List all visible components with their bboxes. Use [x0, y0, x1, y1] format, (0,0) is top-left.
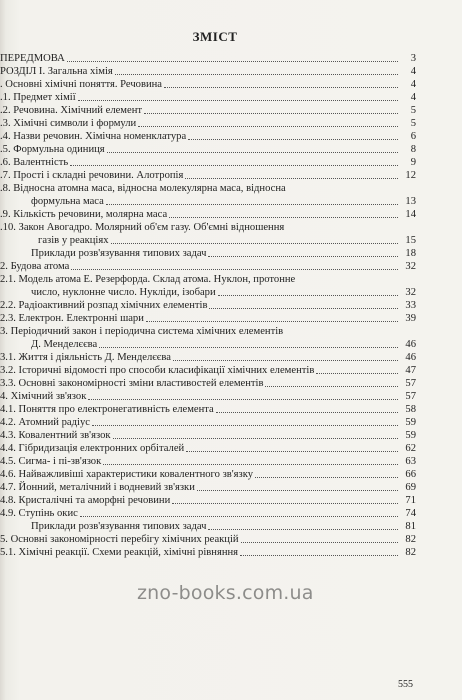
toc-leader-dots — [169, 216, 398, 218]
toc-entry-page: 59 — [405, 430, 416, 441]
toc-leader-dots — [70, 164, 398, 166]
toc-entry-title: 4.8. Кристалічні та аморфні речовини — [0, 495, 171, 506]
toc-entry-title: .4. Назви речовин. Хімічна номенклатура — [0, 131, 187, 142]
toc-entry-page: 57 — [405, 391, 416, 402]
toc-entry — [0, 377, 416, 390]
toc-entry — [0, 312, 416, 325]
toc-entry — [0, 104, 416, 117]
toc-entry-title: 2. Будова атома — [0, 261, 70, 272]
toc-leader-dots — [255, 476, 398, 478]
toc-entry — [0, 78, 416, 91]
toc-entry — [0, 507, 416, 520]
toc-entry-title: 4.1. Поняття про електронегативність елемента — [0, 404, 214, 415]
toc-entry-title: 4.3. Ковалентний зв'язок — [0, 430, 111, 441]
toc-entry-title: газів у реакціях — [38, 235, 109, 246]
toc-entry-page: 8 — [410, 144, 416, 155]
toc-entry — [0, 520, 416, 533]
toc-entry-title: .2. Речовина. Хімічний елемент — [0, 105, 143, 116]
toc-leader-dots — [106, 203, 398, 205]
toc-entry-page: 18 — [405, 248, 416, 259]
toc-entry-title: Приклади розв'язування типових задач — [31, 248, 207, 259]
toc-entry-title: 3.3. Основні закономірності зміни властивостей елементів — [0, 378, 264, 389]
toc-leader-dots — [197, 489, 398, 491]
toc-entry — [0, 234, 416, 247]
toc-entry-page: 3 — [410, 53, 416, 64]
toc-entry-page: 39 — [405, 313, 416, 324]
toc-entry-title: 4.5. Сигма- і пі-зв'язок — [0, 456, 102, 467]
toc-entry-page: 82 — [405, 547, 416, 558]
toc-entry-page: 5 — [410, 105, 416, 116]
page-number: 555 — [398, 679, 413, 690]
toc-entry — [0, 325, 416, 338]
toc-entry-title: 4.4. Гібридизація електронних орбіталей — [0, 443, 185, 454]
toc-leader-dots — [240, 554, 398, 556]
toc-entry-title: 4.9. Ступінь окис — [0, 508, 78, 519]
toc-leader-dots — [316, 372, 398, 374]
toc-entry-page: 66 — [405, 469, 416, 480]
toc-leader-dots — [138, 125, 398, 127]
toc-leader-dots — [216, 411, 398, 413]
toc-entry-title: . Основні хімічні поняття. Речовина — [0, 79, 163, 90]
toc-entry-title: 4. Хімічний зв'язок — [0, 391, 87, 402]
toc-entry-page: 58 — [405, 404, 416, 415]
toc-entry-title: 3. Періодичний закон і періодична система хімічних елементів — [0, 326, 284, 337]
toc-entry — [0, 403, 416, 416]
toc-entry — [0, 130, 416, 143]
toc-leader-dots — [67, 60, 398, 62]
toc-entry — [0, 91, 416, 104]
toc-leader-dots — [78, 99, 398, 101]
toc-leader-dots — [173, 359, 398, 361]
toc-entry — [0, 247, 416, 260]
toc-entry-title: число, нуклонне число. Нукліди, ізобари — [31, 287, 216, 298]
toc-entry-title: .5. Формульна одиниця — [0, 144, 105, 155]
toc-entry-title: .9. Кількість речовини, молярна маса — [0, 209, 168, 220]
toc-entry — [0, 429, 416, 442]
toc-entry-title: .7. Прості і складні речовини. Алотропія — [0, 170, 184, 181]
toc-entry-title: формульна маса — [31, 196, 104, 207]
toc-leader-dots — [111, 242, 398, 244]
toc-entry — [0, 208, 416, 221]
toc-leader-dots — [115, 73, 398, 75]
toc-entry-title: 3.2. Історичні відомості про способи класифікації хімічних елементів — [0, 365, 315, 376]
toc-entry-page: 9 — [410, 157, 416, 168]
toc-leader-dots — [265, 385, 398, 387]
toc-entry — [0, 286, 416, 299]
toc-leader-dots — [164, 86, 398, 88]
toc-leader-dots — [107, 151, 398, 153]
toc-entry-page: 6 — [410, 131, 416, 142]
toc-leader-dots — [71, 268, 398, 270]
toc-entry — [0, 273, 416, 286]
toc-leader-dots — [92, 424, 398, 426]
toc-entry-page: 13 — [405, 196, 416, 207]
toc-entry-title: .10. Закон Авогадро. Молярний об'єм газу. Об'ємні відношення — [0, 222, 285, 233]
toc-entry-title: ПЕРЕДМОВА — [0, 53, 65, 64]
toc-entry — [0, 52, 416, 65]
toc-entry — [0, 533, 416, 546]
toc-leader-dots — [209, 307, 398, 309]
toc-entry-page: 81 — [405, 521, 416, 532]
toc-entry-title: 5. Основні закономірності перебігу хімічних реакцій — [0, 534, 239, 545]
toc-entry-title: 2.3. Електрон. Електронні шари — [0, 313, 144, 324]
toc-entry — [0, 182, 416, 195]
toc-leader-dots — [144, 112, 398, 114]
toc-entry — [0, 221, 416, 234]
toc-entry-page: 47 — [405, 365, 416, 376]
toc-entry — [0, 364, 416, 377]
toc-leader-dots — [113, 437, 398, 439]
toc-leader-dots — [99, 346, 398, 348]
toc-entry-page: 74 — [405, 508, 416, 519]
toc-entry-title: Приклади розв'язування типових задач — [31, 521, 207, 532]
toc-leader-dots — [103, 463, 398, 465]
toc-entry-page: 46 — [405, 339, 416, 350]
toc-entry — [0, 260, 416, 273]
toc-entry-page: 63 — [405, 456, 416, 467]
toc-entry-page: 71 — [405, 495, 416, 506]
toc-entry — [0, 117, 416, 130]
watermark-text: zno-books.com.ua — [137, 582, 314, 604]
toc-entry-page: 12 — [405, 170, 416, 181]
toc-entry-page: 32 — [405, 261, 416, 272]
toc-entry-title: .1. Предмет хімії — [0, 92, 76, 103]
toc-leader-dots — [80, 515, 398, 517]
toc-entry-page: 59 — [405, 417, 416, 428]
toc-entry-page: 33 — [405, 300, 416, 311]
toc-entry-page: 82 — [405, 534, 416, 545]
toc-entry-title: 2.1. Модель атома Е. Резерфорда. Склад атома. Нуклон, протонне — [0, 274, 296, 285]
toc-entry — [0, 390, 416, 403]
toc-entry-page: 46 — [405, 352, 416, 363]
toc-entry-title: 4.2. Атомний радіус — [0, 417, 90, 428]
toc-entry-page: 32 — [405, 287, 416, 298]
toc-entry-title: .8. Відносна атомна маса, відносна молекулярна маса, відносна — [0, 183, 286, 194]
toc-entry-title: 5.1. Хімічні реакції. Схеми реакцій, хімічні рівняння — [0, 547, 239, 558]
toc-entry — [0, 195, 416, 208]
toc-entry-title: .3. Хімічні символи і формули — [0, 118, 137, 129]
toc-leader-dots — [188, 138, 398, 140]
page-title: ЗМІСТ — [192, 29, 238, 44]
toc-entry — [0, 494, 416, 507]
toc-entry — [0, 351, 416, 364]
toc-entry — [0, 156, 416, 169]
toc-leader-dots — [241, 541, 398, 543]
toc-entry — [0, 299, 416, 312]
toc-leader-dots — [208, 255, 398, 257]
toc-entry-page: 4 — [410, 92, 416, 103]
toc-entry-page: 14 — [405, 209, 416, 220]
toc-entry-title: 3.1. Життя і діяльність Д. Менделєєва — [0, 352, 171, 363]
toc-leader-dots — [172, 502, 398, 504]
toc-entry — [0, 442, 416, 455]
toc-leader-dots — [208, 528, 398, 530]
toc-leader-dots — [185, 177, 398, 179]
toc-entry-page: 4 — [410, 66, 416, 77]
toc-entry-page: 4 — [410, 79, 416, 90]
toc-entry — [0, 338, 416, 351]
toc-entry-title: 4.7. Йонний, металічний і водневий зв'язки — [0, 482, 195, 493]
toc-entry — [0, 169, 416, 182]
toc-entry — [0, 416, 416, 429]
toc-entry-page: 62 — [405, 443, 416, 454]
toc-entry — [0, 143, 416, 156]
toc-leader-dots — [218, 294, 398, 296]
toc-entry — [0, 65, 416, 78]
toc-entry — [0, 468, 416, 481]
toc-entry-title: .6. Валентність — [0, 157, 69, 168]
toc-entry-page: 5 — [410, 118, 416, 129]
toc-leader-dots — [146, 320, 398, 322]
toc-entry-title: 2.2. Радіоактивний розпад хімічних елементів — [0, 300, 208, 311]
toc-entry-title: Д. Менделєєва — [31, 339, 98, 350]
toc-entry-title: РОЗДІЛ І. Загальна хімія — [0, 66, 113, 77]
toc-entry — [0, 455, 416, 468]
toc-entry-title: 4.6. Найважливіші характеристики ковалентного зв'язку — [0, 469, 254, 480]
toc-leader-dots — [186, 450, 398, 452]
toc-entry — [0, 481, 416, 494]
table-of-contents — [0, 52, 416, 559]
toc-leader-dots — [88, 398, 398, 400]
toc-entry-page: 15 — [405, 235, 416, 246]
toc-entry — [0, 546, 416, 559]
toc-entry-page: 57 — [405, 378, 416, 389]
toc-entry-page: 69 — [405, 482, 416, 493]
